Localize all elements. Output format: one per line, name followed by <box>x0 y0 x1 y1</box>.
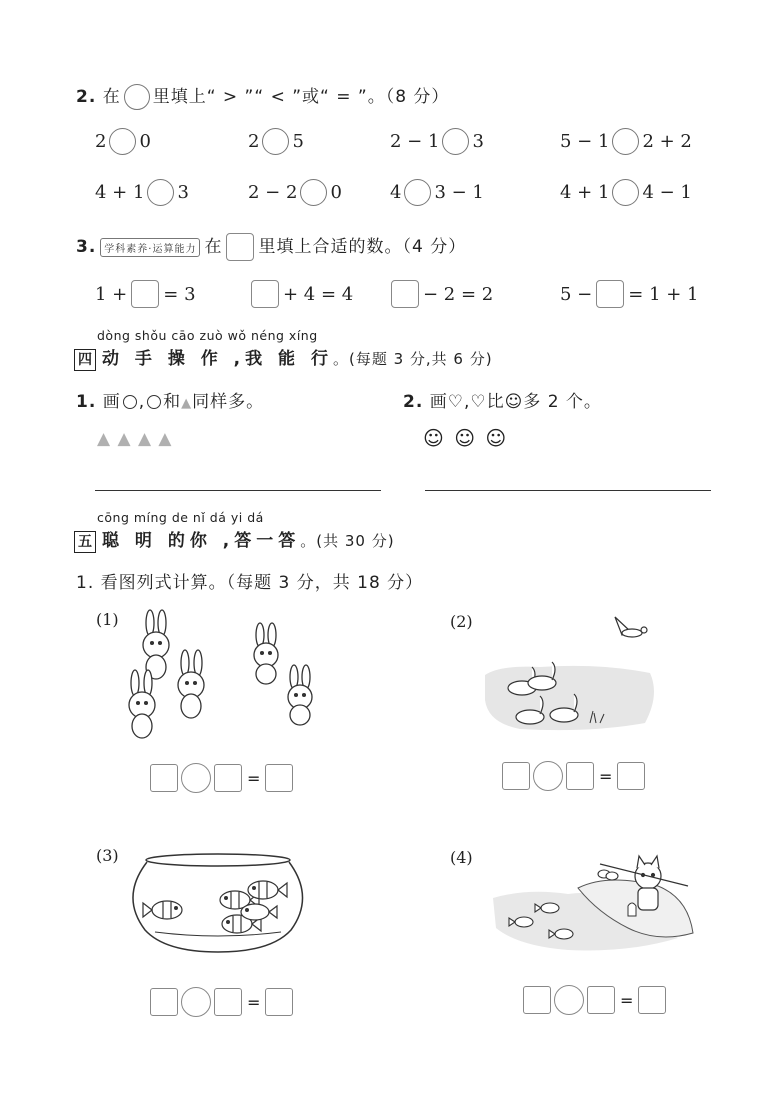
answer-box[interactable] <box>391 280 419 308</box>
q3-title: 3. 学科素养·运算能力 在 里填上合适的数。（4 分） <box>76 232 466 261</box>
q2-r2-e4: 4 + 1 4 − 1 <box>560 179 692 206</box>
q2-r1-e3: 2 − 1 3 <box>390 128 484 155</box>
answer-box[interactable] <box>502 762 530 790</box>
answer-box[interactable] <box>251 280 279 308</box>
skill-tag: 学科素养·运算能力 <box>100 238 200 257</box>
compare-circle[interactable] <box>612 179 639 206</box>
swans-picture <box>480 605 680 745</box>
answer-box[interactable] <box>638 986 666 1014</box>
q3-e4: 5 − = 1 + 1 <box>560 280 699 308</box>
triangle-icon: ▲ <box>181 396 193 411</box>
compare-circle[interactable] <box>109 128 136 155</box>
rabbit-icon <box>254 623 278 684</box>
sec5-q1: 1. 看图列式计算。（每题 3 分，共 18 分） <box>76 573 424 593</box>
answer-box[interactable] <box>265 988 293 1016</box>
answer-box[interactable] <box>214 988 242 1016</box>
q2-r2-e3: 4 3 − 1 <box>390 179 484 206</box>
q2-title: 2. 在 里填上“ > ”“ < ”或“ = ”。（8 分） <box>76 82 449 110</box>
rabbit-icon <box>129 670 155 738</box>
sec4-pinyin: dòng shǒu cāo zuò wǒ néng xíng <box>97 328 318 343</box>
circle-icon <box>123 395 137 409</box>
q3-e1: 1 + = 3 <box>95 280 196 308</box>
answer-box[interactable] <box>150 764 178 792</box>
answer-row-3: = <box>150 987 293 1017</box>
answer-row-2: = <box>502 761 645 791</box>
circle-blank-icon <box>124 84 150 110</box>
answer-box[interactable] <box>617 762 645 790</box>
rabbits-picture <box>120 605 340 745</box>
label-1: (1) <box>96 610 119 629</box>
label-2: (2) <box>450 612 473 631</box>
triangles-row: ▲ ▲ ▲ ▲ <box>97 429 173 449</box>
sec4-p2: 2. 画♡,♡比☺多 2 个。 <box>403 392 602 412</box>
q3-e2: + 4 = 4 <box>247 280 353 308</box>
q2-r2-e2: 2 − 2 0 <box>248 179 342 206</box>
compare-circle[interactable] <box>404 179 431 206</box>
compare-circle[interactable] <box>300 179 327 206</box>
operator-circle[interactable] <box>181 987 211 1017</box>
rabbit-icon <box>288 665 312 725</box>
answer-box[interactable] <box>214 764 242 792</box>
fish-icon <box>606 872 618 880</box>
compare-circle[interactable] <box>442 128 469 155</box>
fishbowl-picture <box>125 852 315 957</box>
answer-box[interactable] <box>150 988 178 1016</box>
answer-box[interactable] <box>265 764 293 792</box>
bird-icon <box>615 617 647 637</box>
operator-circle[interactable] <box>181 763 211 793</box>
square-blank-icon <box>226 233 254 261</box>
compare-circle[interactable] <box>612 128 639 155</box>
rabbit-icon <box>143 610 169 679</box>
section-number-icon: 四 <box>74 349 96 371</box>
answer-box[interactable] <box>596 280 624 308</box>
sec4-p1: 1. 画 , 和▲同样多。 <box>76 392 265 412</box>
compare-circle[interactable] <box>147 179 174 206</box>
cat-fishing-picture <box>488 848 698 958</box>
circle-icon <box>147 395 161 409</box>
q3-e3: − 2 = 2 <box>387 280 493 308</box>
q2-r1-e4: 5 − 1 2 + 2 <box>560 128 692 155</box>
q2-r2-e1: 4 + 1 3 <box>95 179 189 206</box>
compare-circle[interactable] <box>262 128 289 155</box>
q2-r1-e2: 2 5 <box>248 128 304 155</box>
answer-line-1[interactable] <box>95 490 381 491</box>
sec5-pinyin: cōng míng de nǐ dá yi dá <box>97 510 264 525</box>
label-3: (3) <box>96 846 119 865</box>
fish-icon <box>248 881 287 899</box>
operator-circle[interactable] <box>533 761 563 791</box>
q2-r1-e1: 2 0 <box>95 128 151 155</box>
rabbit-icon <box>178 650 204 718</box>
fish-icon <box>241 904 277 920</box>
answer-box[interactable] <box>523 986 551 1014</box>
label-4: (4) <box>450 848 473 867</box>
cat-icon <box>635 856 661 910</box>
answer-box[interactable] <box>131 280 159 308</box>
sec5-header: 五 聪 明 的你 ,答一答。(共 30 分) <box>74 526 395 553</box>
answer-line-2[interactable] <box>425 490 711 491</box>
answer-row-4: = <box>523 985 666 1015</box>
sec4-header: 四 动 手 操 作 ,我 能 行。(每题 3 分,共 6 分) <box>74 344 493 371</box>
answer-box[interactable] <box>566 762 594 790</box>
smileys-row: ☺ ☺ ☺ <box>423 426 509 450</box>
operator-circle[interactable] <box>554 985 584 1015</box>
fish-icon <box>143 901 182 919</box>
section-number-icon: 五 <box>74 531 96 553</box>
bucket-icon <box>628 903 636 916</box>
answer-row-1: = <box>150 763 293 793</box>
answer-box[interactable] <box>587 986 615 1014</box>
